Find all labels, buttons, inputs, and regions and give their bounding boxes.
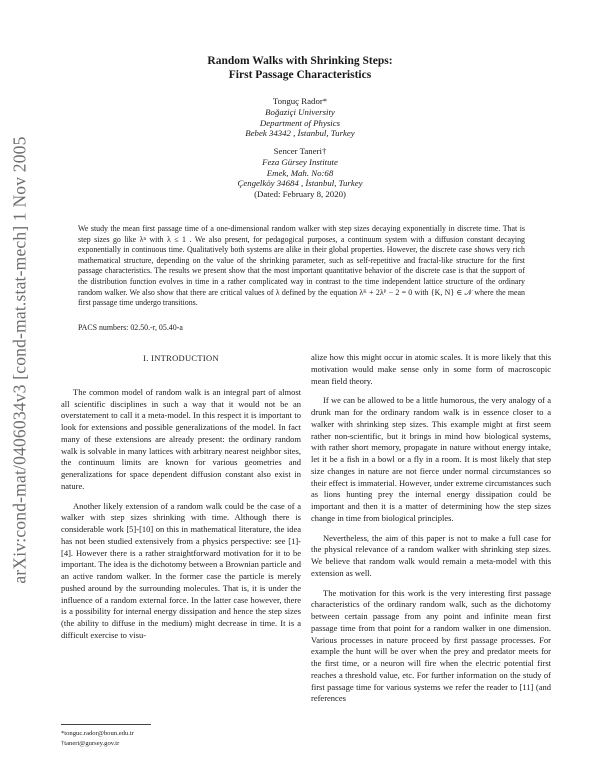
footnote-1: *tonguc.rador@boun.edu.tr [61,730,134,737]
author-1-affiliation-3: Bebek 34342 , İstanbul, Turkey [245,128,355,138]
left-column [61,353,301,650]
abstract: We study the mean first passage time of a one-dimensional random walker with step sizes decaying exponentially in discrete time. That is step sizes go like λⁿ with λ ≤ 1 . We also present, for pedagogical purposes, a continuum system with a diffusion constant decaying exponentially in continuous time. Qualitatively both systems are alike in their global properties. However, the discrete case shows very rich mathematical structure, depending on the value of the shrinking parameter, such as self-repetitive and fractal-like structure for the first passage characteristics. The results we present show that the most important quantitative behavior of the discrete case is that the support of the distribution function evolves in time in a rather complicated way in contrast to the time independent lattice structure of the ordinary random walker. We also show that there are critical values of λ defined by the equation λᴷ + 2λᴾ − 2 = 0 with {K, N} ∈ 𝒩 where the mean first passage time undergo transitions. [78,224,525,308]
author-2-affiliation-1: Feza Gürsey Institute [262,157,338,167]
section-heading: I. INTRODUCTION [143,353,219,363]
right-column [311,352,551,713]
author-2-name: Sencer Taneri† [273,146,327,156]
author-1-affiliation-2: Department of Physics [259,117,341,128]
author-2-affiliation-2: Emek, Mah. No:68 [266,167,334,178]
dated-line: (Dated: February 8, 2020) [254,189,346,199]
footnote-2: †taneri@gursey.gov.tr [61,740,120,747]
paragraph: The motivation for this work is the very interesting first passage characteristics of the ordinary random walk, such as the dichotomy between certain passage from any point and infinite mean first passage time from that point for a random walker in one dimension. Various processes in nature proceed by first passage processes. For example the hunt will be over when the prey and predator meets for the first time, or a neuron will fire when the electric potential first reaches a threshold value, etc. For further information on the study of first passage time for various systems we refer the reader to [11] (and references [311,587,551,704]
author-2-affiliation-3: Çengelköy 34684 , İstanbul, Turkey [237,178,363,188]
pacs-numbers: PACS numbers: 02.50.-r, 05.40-a [78,323,183,332]
paragraph: alize how this might occur in atomic scales. It is more likely that this motivation would make sense only in some form of macroscopic mean field theory. [311,352,551,386]
title-line-1: Random Walks with Shrinking Steps: [207,55,393,67]
paragraph: Another likely extension of a random walk could be the case of a walker with step sizes shrinking with time. Although there is considerable work [5]-[10] on this in mathematical literature, the idea has not been studied extensively from a physics perspective: see [1]-[4]. However there is a rather straightforward motivation for it to be important. The idea is the dichotomy between a Brownian particle and an active random walker. In the former case the particle is merely pushed around by the surrounding molecules. That is, it is under the influence of a random external force. In the latter case however, there is a possibility for internal energy dissipation and hence the step sizes (the ability to diffuse in the medium) might decrease in time. It is a difficult exercise to visu- [61,500,301,640]
paragraph: If we can be allowed to be a little humorous, the very analogy of a drunk man for the ordinary random walk is in essence closer to a walker with shrinking step sizes. This example might at first seem rather non-scientific, but it brings in mind how biological systems, with rather short memory, propagate in nature without energy intake, let it be a fish in a bowl or a fly in a room. It is most likely that step size changes in nature are not fierce under normal circumstances so their effect is immaterial. However, under extreme circumstances such as lions hunting prey the internal energy dissipation could be important and then it is a matter of determining how the step sizes change in time from biological principles. [311,395,551,523]
title-line-2: First Passage Characteristics [228,69,372,81]
paragraph: Nevertheless, the aim of this paper is not to make a full case for the physical relevance of a random walker with shrinking step sizes. We believe that random walk would remain a meta-model with this extension as well. [311,532,551,578]
author-1-affiliation-1: Boğaziçi University [265,107,335,117]
paragraph: The common model of random walk is an integral part of almost all scientific disciplines in such a way that it would not be an overstatement to call it a meta-model. In this respect it is important to look for extensions and possible generalizations of the model. In fact many of these extensions are already present: the ordinary random walk is solvable in many lattices with arbitrary nearest neighbor sites, the continuum limits are known for various geometries and generalizations for space dependent diffusion constant also exist in nature. [61,386,301,491]
author-1-name: Tonguç Rador* [272,96,328,106]
arxiv-stamp-text: arXiv:cond-mat/0406034v3 [cond-mat.stat-mech] 1 Nov 2005 [9,136,30,584]
footnote-rule [61,724,151,725]
